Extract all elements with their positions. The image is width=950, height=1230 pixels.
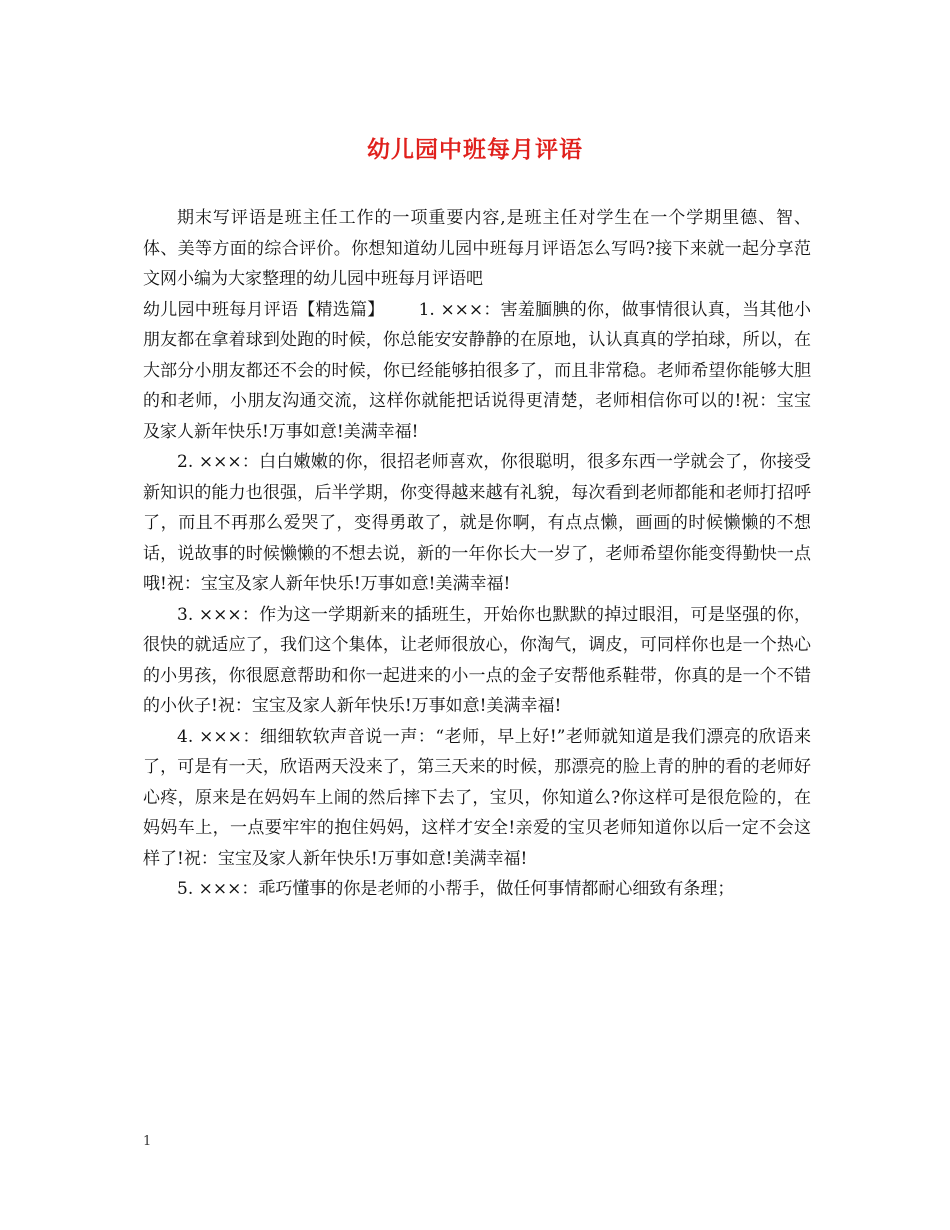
page-title: 幼儿园中班每月评语 [367, 136, 583, 163]
intro-paragraph: 期末写评语是班主任工作的一项重要内容,是班主任对学生在一个学期里德、智、体、美等方面的综合评价。你想知道幼儿园中班每月评语怎么写吗?接下来就一起分享范文网小编为大家整理的幼儿园中班每月评语吧 [143, 208, 811, 289]
comment-paragraph-1 [143, 295, 811, 448]
comment-paragraph-5: 5. ×××：乖巧懂事的你是老师的小帮手，做任何事情都耐心细致有条理； [177, 879, 735, 899]
comment-paragraph-2: 2. ×××：白白嫩嫩的你，很招老师喜欢，你很聪明，很多东西一学就会了，你接受新知识的能力也很强，后半学期，你变得越来越有礼貌，每次看到老师都能和老师打招呼了，而且不再那么爱哭了，变得勇敢了，就是你啊，有点点懒，画画的时候懒懒的不想话，说故事的时候懒懒的不想去说，新的一年你长大一岁了，老师希望你能变得勤快一点哦!祝：宝宝及家人新年快乐!万事如意!美满幸福! [143, 452, 811, 594]
section-label: 幼儿园中班每月评语【精选篇】 [143, 299, 385, 320]
document-body [143, 203, 811, 905]
comment-paragraph-3: 3. ×××：作为这一学期新来的插班生，开始你也默默的掉过眼泪，可是坚强的你，很快的就适应了，我们这个集体，让老师很放心，你淘气，调皮，可同样你也是一个热心的小男孩，你很愿意帮助和你一起进来的小一点的金子安帮他系鞋带，你真的是一个不错的小伙子!祝：宝宝及家人新年快乐!万事如意!美满幸福! [143, 604, 811, 716]
page-number: 1 [143, 1134, 152, 1149]
comment-text-1: 1. ×××：害羞腼腆的你，做事情很认真，当其他小朋友都在拿着球到处跑的时候，你总能安安静静的在原地，认认真真的学拍球，所以，在大部分小朋友都还不会的时候，你已经能够拍很多了，而且非常稳。老师希望你能够大胆的和老师，小朋友沟通交流，这样你就能把话说得更清楚，老师相信你可以的!祝：宝宝及家人新年快乐!万事如意!美满幸福! [143, 299, 812, 442]
comment-paragraph-4: 4. ×××：细细软软声音说一声：“老师，早上好!”老师就知道是我们漂亮的欣语来了，可是有一天，欣语两天没来了，第三天来的时候，那漂亮的脸上青的肿的看的老师好心疼，原来是在妈妈车上闹的然后摔下去了，宝贝，你知道么?你这样可是很危险的，在妈妈车上，一点要牢牢的抱住妈妈，这样才安全!亲爱的宝贝老师知道你以后一定不会这样了!祝：宝宝及家人新年快乐!万事如意!美满幸福! [143, 726, 811, 869]
